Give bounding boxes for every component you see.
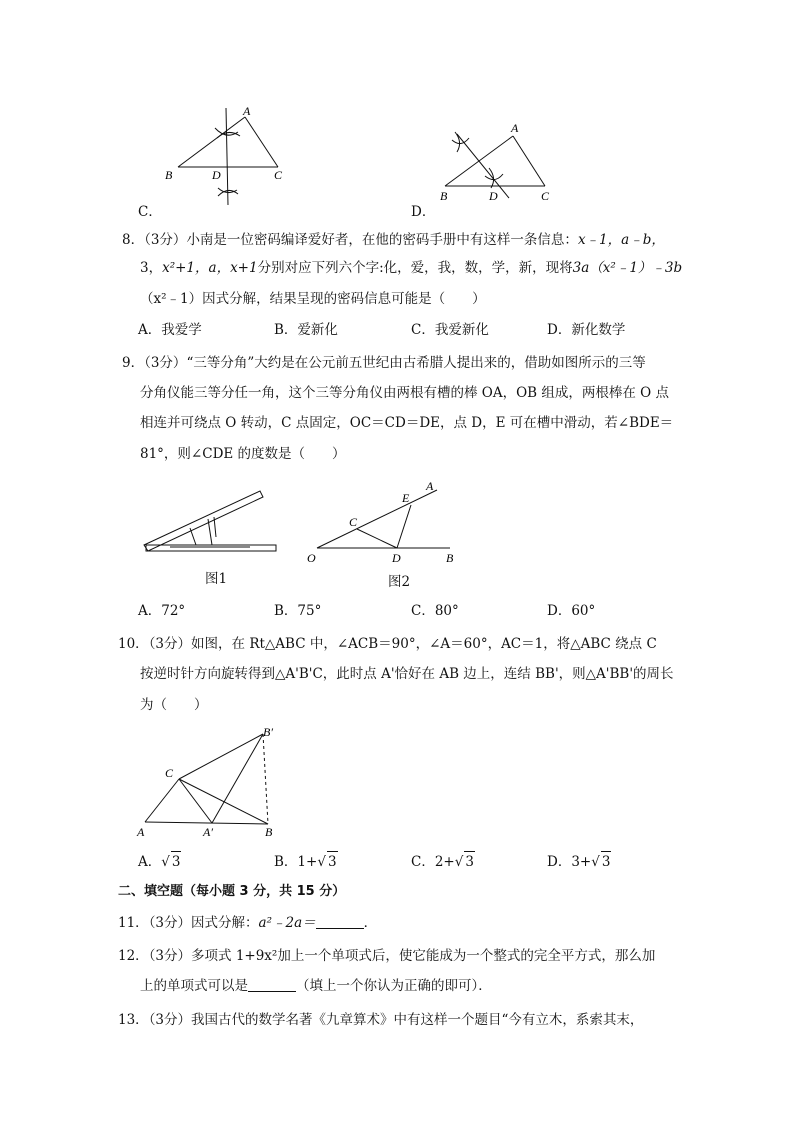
q7d-label-d: D [489,189,498,203]
q9f2-seg-cd [357,529,397,548]
q9-line-3: 相连并可绕点 O 转动，C 点固定，OC＝CD＝DE，点 D，E 可在槽中滑动，若∠BDE＝ [140,415,674,431]
q9-line-4: 81°，则∠CDE 的度数是（ ） [140,446,346,462]
q9f2-label-b: B [446,551,454,565]
q9-line-2: 分角仪能三等分任一角，这个三等分角仪由两根有槽的棒 OA，OB 组成，两根棒在 O 点 [140,385,670,401]
q11-line [118,913,377,933]
q7c-side-ac [245,117,278,167]
q10-option-a [138,851,181,872]
q12-number: 12． [118,948,149,964]
q11-end: ． [363,915,378,931]
q7d-bisector [457,134,509,198]
q10-side-ac [145,779,179,822]
q11-text: 因式分解： [191,915,259,931]
q11-number: 11． [118,915,149,931]
q10-option-d-before: 3+ [571,854,592,870]
q7c-label-b: B [165,168,173,182]
q9-line-1 [122,353,646,373]
q10-number: 10． [118,636,149,652]
q9-option-a: A．72° [138,603,186,619]
q9f1-lower-bar [146,545,276,551]
q12-text-1: 多项式 1+9x²加上一个单项式后，使它能成为一个整式的完全平方式，那么加 [191,948,656,964]
q9-figure-2 [305,478,470,568]
q7c-label-a: A [243,104,251,118]
section-2-title: 二、填空题（每小题 3 分，共 15 分） [118,884,346,899]
q8-number: 8． [122,232,145,248]
q10-option-d-radicand: 3 [601,851,612,872]
q10-line-3: 为（ ） [140,697,208,713]
q9f2-label-a: A [426,479,434,493]
q9f2-ray-oa [317,490,437,548]
q8-line-1 [122,230,665,250]
q10-dashed-bb1 [263,734,268,824]
q12-text-2b: （填上一个你认为正确的即可）． [296,978,492,994]
q7-option-c-label: C． [138,204,162,220]
q8-option-c: C．我爱新化 [411,322,489,338]
q9-option-b: B．75° [274,603,322,619]
q10-figure [135,722,290,840]
q9-text-1: “三等分角”大约是在公元前五世纪由古希腊人提出来的，借助如图所示的三等 [186,355,646,371]
q10-option-c-radicand: 3 [464,851,475,872]
q9f2-label-c: C [349,515,358,529]
q8-score: （3分） [144,232,187,248]
q10-label-b: B [265,825,273,839]
q8-math-3a: （x²﹣1） [140,291,203,307]
q11-answer-blank[interactable] [316,914,364,929]
q10-option-d [547,851,611,872]
q7c-label-c: C [274,168,283,182]
q10-option-a-prefix: A． [138,854,162,870]
q7d-label-a: A [511,121,519,135]
q10-label-c: C [165,766,174,780]
sqrt-symbol: √ 3 [317,851,337,872]
q8-text-2c: 分别对应下列六个字:化，爱，我，数，学，新，现将 [257,260,573,276]
q7-option-d [411,200,435,220]
q10-label-a1: A′ [203,825,213,839]
q12-score: （3分） [148,948,192,964]
q9-option-d: D．60° [547,603,596,619]
q10-option-c-prefix: C． [411,854,435,870]
q7-figure-c [160,100,300,210]
q11-score: （3分） [148,915,192,931]
q8-text-1: 小南是一位密码编译爱好者，在他的密码手册中有这样一条信息： [186,232,578,248]
q9-score: （3分） [144,355,187,371]
q8-line-2 [140,258,682,278]
q9f1-brace-1 [190,528,196,545]
q7c-label-d: D [212,168,221,182]
q9-option-c: C．80° [411,603,459,619]
q12-line-1 [118,946,655,966]
q10-side-ab [145,822,268,824]
q13-number: 13． [118,1012,149,1028]
q9-figure-1-caption: 图1 [205,571,228,587]
q7-option-c [138,200,162,220]
q10-side-cb [179,779,268,824]
q11-math: a²﹣2a＝ [258,915,316,931]
q10-label-a: A [137,825,145,839]
q8-math-1: x﹣1，a﹣b， [577,232,665,248]
q13-line-1 [118,1010,643,1030]
q10-option-d-prefix: D． [547,854,572,870]
q9f2-label-e: E [402,491,410,505]
q10-option-c-before: 2+ [434,854,455,870]
q10-score: （3分） [148,636,192,652]
q12-line-2 [140,976,492,996]
q9f1-brace-2 [208,519,212,545]
q9-figure-2-caption: 图2 [388,574,411,590]
q10-option-c [411,851,475,872]
q10-option-b-before: 1+ [297,854,318,870]
q10-option-b-radicand: 3 [327,851,338,872]
q9f1-upper-bar [144,491,263,551]
q12-text-2a: 上的单项式可以是 [140,978,248,994]
q10-side-ca1 [179,779,212,823]
q10-line-1 [118,634,657,654]
q8-math-2b: x²+1，a，x+1 [162,260,258,276]
q7d-side-ac [513,136,545,186]
q7d-label-b: B [440,189,448,203]
q9f2-label-o: O [307,551,316,565]
q13-score: （3分） [148,1012,192,1028]
q10-text-1: 如图，在 Rt△ABC 中，∠ACB＝90°，∠A＝60°，AC＝1，将△ABC 绕点 C [191,636,657,652]
q12-answer-blank[interactable] [248,977,296,992]
q8-text-2a: 3， [140,260,163,276]
q10-line-2: 按逆时针方向旋转得到△A'B'C，此时点 A'恰好在 AB 边上，连结 BB'，则△A'BB'的周长 [140,666,674,682]
q10-option-b [274,851,338,872]
q10-option-a-radicand: 3 [171,851,182,872]
q7c-side-ab [178,117,245,167]
q8-text-3b: 因式分解，结果呈现的密码信息可能是（ ） [202,291,486,307]
q8-line-3 [140,289,486,309]
sqrt-symbol: √ 3 [161,851,181,872]
q8-option-a: A．我爱学 [138,322,202,338]
q10-option-b-prefix: B． [274,854,298,870]
q8-option-d: D．新化数学 [547,322,626,338]
q9f2-label-d: D [392,551,401,565]
q7-option-d-label: D． [411,204,436,220]
q9f2-seg-de [397,505,411,548]
q9-number: 9． [122,355,145,371]
q8-option-b: B．爱新化 [274,322,338,338]
q10-label-b1: B′ [263,725,273,739]
q7-figure-d [435,118,565,210]
sqrt-symbol: √ 3 [591,851,611,872]
q7d-label-c: C [541,189,550,203]
sqrt-symbol: √ 3 [455,851,475,872]
q9-figure-1 [140,485,280,560]
q13-text: 我国古代的数学名著《九章算术》中有这样一个题目“今有立木，系索其末， [191,1012,644,1028]
q8-math-2d: 3a（x²﹣1）﹣3b [572,260,683,276]
